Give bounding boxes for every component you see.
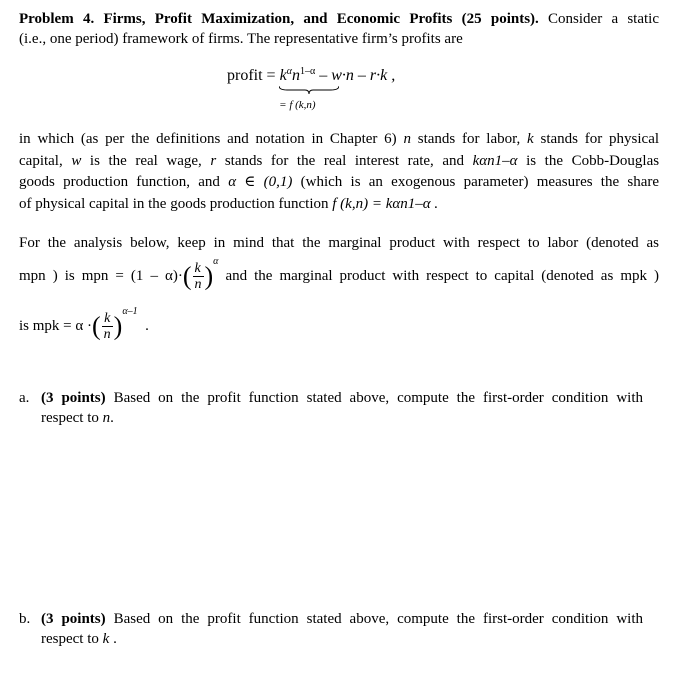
analysis-line-1: For the analysis below, keep in mind that the marginal product with respect to labor (denoted as [19, 235, 659, 251]
problem-title: Problem 4. Firms, Profit Maximization, and Economic Profits (25 points). [19, 11, 539, 27]
part-a-text: (3 points) Based on the profit function stated above, compute the first-order condition with respect to n. [41, 390, 643, 426]
part-b-label: b. [19, 611, 31, 627]
k-over-n-fraction: $\frac{k}{n}$ [194, 261, 202, 293]
profit-formula: profit = $k^\alpha n^{1-\alpha}$ = f (k,n) – w·n – r·k , [227, 66, 395, 86]
underbrace-icon [279, 86, 339, 94]
part-a-label: a. [19, 390, 30, 406]
mpn-line: mpn ) is mpn = (1 – α)·( $\frac{k}{n}$ )$^\alpha$ and the marginal product with respect to capital (denoted as mpk ) [19, 256, 660, 293]
intro-line-1: Problem 4. Firms, Profit Maximization, and Economic Profits (25 points). Consider a static [19, 11, 660, 27]
definitions-paragraph [19, 129, 659, 215]
mpn-formula: mpn ) is mpn = (1 – α)· [19, 268, 183, 284]
mpk-formula: is mpk = α · [19, 318, 92, 334]
underbrace-label: = f (k,n) [279, 99, 316, 111]
definitions-line-3: goods production function, and α ∈ (0,1) (which is an exogenous parameter) measures the share [19, 174, 660, 190]
problem-intro [19, 9, 659, 49]
definitions-line-2: capital, w is the real wage, r stands for the real interest rate, and kαn1–α is the Cobb-Douglas [19, 152, 660, 169]
mpk-line: is mpk = α ·( $\frac{k}{n}$ )$^{\alpha-1}$ . [19, 306, 149, 343]
definitions-line-1: in which (as per the definitions and notation in Chapter 6) n stands for labor, k stands for physical [19, 131, 660, 147]
k-over-n-fraction: $\frac{k}{n}$ [103, 311, 111, 343]
part-b-text: (3 points) Based on the profit function stated above, compute the first-order condition with respect to k . [41, 611, 643, 647]
intro-line-2: (i.e., one period) framework of firms. The representative firm’s profits are [19, 31, 463, 47]
definitions-line-4: of physical capital in the goods production function f (k,n) = kαn1–α . [19, 195, 439, 212]
production-term: $k^\alpha n^{1-\alpha}$ = f (k,n) [280, 66, 316, 86]
